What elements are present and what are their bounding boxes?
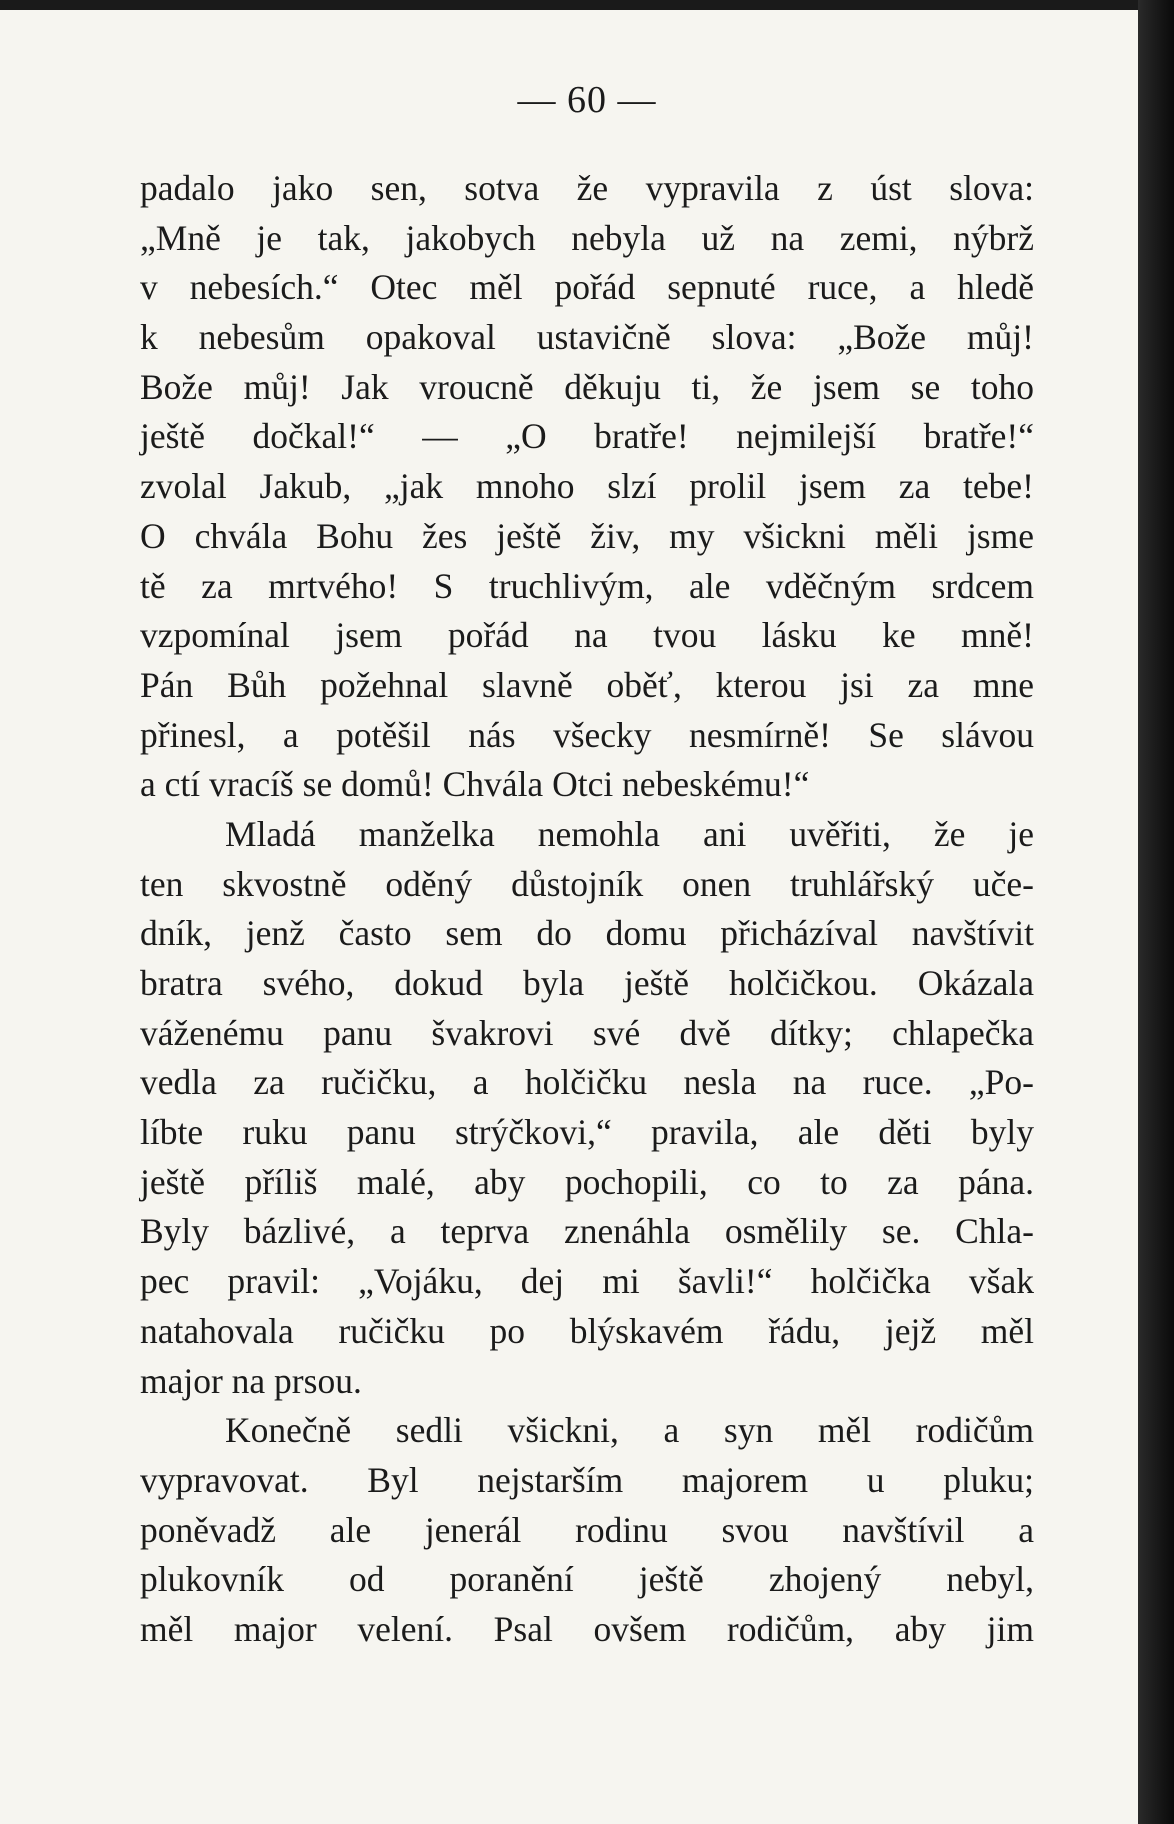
text-line: natahovala ručičku po blýskavém řádu, jejž měl — [140, 1310, 1034, 1351]
text-line: vedla za ručičku, a holčičku nesla na ruce. „Po- — [140, 1062, 1034, 1103]
text-line: Byly bázlivé, a teprva znenáhla osmělily se. Chla- — [140, 1211, 1034, 1252]
text-line: líbte ruku panu strýčkovi,“ pravila, ale děti byly — [140, 1112, 1034, 1153]
text-line: vzpomínal jsem pořád na tvou lásku ke mně! — [140, 615, 1034, 656]
text-line: Konečně sedli všickni, a syn měl rodičům — [225, 1410, 1034, 1451]
text-line: a ctí vracíš se domů! Chvála Otci nebeskému!“ — [140, 764, 810, 805]
book-gutter-shadow — [1138, 0, 1174, 1824]
page-body-text — [140, 164, 1034, 1655]
text-line: tě za mrtvého! S truchlivým, ale vděčným srdcem — [140, 565, 1034, 606]
text-line: váženému panu švakrovi své dvě dítky; chlapečka — [140, 1012, 1034, 1053]
text-line: Pán Bůh požehnal slavně oběť, kterou jsi za mne — [140, 664, 1034, 705]
text-line: vypravovat. Byl nejstarším majorem u pluku; — [140, 1459, 1034, 1500]
text-line: v nebesích.“ Otec měl pořád sepnuté ruce, a hledě — [140, 267, 1034, 308]
text-line: bratra svého, dokud byla ještě holčičkou. Okázala — [140, 963, 1034, 1003]
text-line: měl major velení. Psal ovšem rodičům, aby jim — [140, 1608, 1034, 1649]
text-line: dník, jenž často sem do domu přicházíval navštívit — [140, 913, 1034, 954]
text-line: poněvadž ale jenerál rodinu svou navštívil a — [140, 1509, 1034, 1550]
text-line: major na prsou. — [140, 1360, 362, 1401]
text-line: Mladá manželka nemohla ani uvěřiti, že je — [225, 813, 1034, 854]
text-line: Bože můj! Jak vroucně děkuju ti, že jsem se toho — [140, 366, 1034, 407]
text-line: plukovník od poranění ještě zhojený nebyl, — [140, 1559, 1034, 1600]
page-number: — 60 — — [517, 79, 657, 121]
text-line: k nebesům opakoval ustavičně slova: „Bože můj! — [140, 317, 1034, 358]
text-line: ještě příliš malé, aby pochopili, co to za pána. — [140, 1161, 1034, 1202]
text-line: O chvála Bohu žes ještě živ, my všickni měli jsme — [140, 515, 1034, 556]
text-line: ten skvostně oděný důstojník onen truhlářský uče- — [140, 863, 1034, 904]
text-line: pec pravil: „Vojáku, dej mi šavli!“ holčička však — [140, 1261, 1034, 1302]
text-line: ještě dočkal!“ — „O bratře! nejmilejší bratře!“ — [140, 416, 1034, 457]
text-line: přinesl, a potěšil nás všecky nesmírně! Se slávou — [140, 714, 1034, 755]
book-page — [0, 10, 1138, 1824]
text-line: zvolal Jakub, „jak mnoho slzí prolil jsem za tebe! — [140, 466, 1034, 507]
text-line: „Mně je tak, jakobych nebyla už na zemi, nýbrž — [140, 217, 1034, 258]
text-line: padalo jako sen, sotva že vypravila z úst slova: — [140, 168, 1034, 208]
